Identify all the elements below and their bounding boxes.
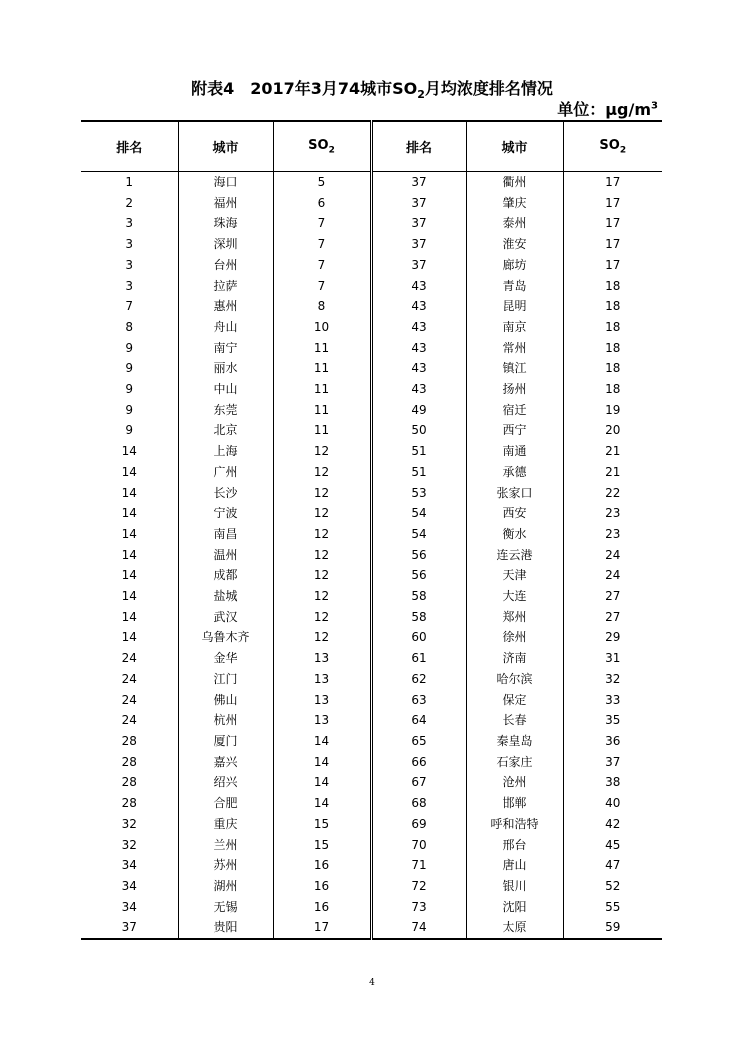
cell-so2-right: 29	[605, 630, 621, 645]
table-row	[81, 317, 662, 338]
cell-rank-left: 14	[81, 545, 178, 566]
cell-rank-right: 43	[371, 276, 466, 297]
cell-so2-left: 13	[273, 648, 371, 669]
table-row	[81, 876, 662, 897]
cell-city-right: 长春	[466, 710, 563, 731]
header-so2-main: SO	[599, 137, 620, 153]
cell-so2-right: 33	[605, 692, 621, 707]
cell-rank-left: 14	[81, 565, 178, 586]
cell-so2-right: 18	[605, 361, 621, 376]
cell-so2-right: 40	[605, 796, 621, 811]
cell-rank-left: 9	[81, 379, 178, 400]
cell-city-left: 南昌	[178, 524, 273, 545]
cell-so2-right: 22	[605, 485, 621, 500]
cell-city-right: 秦皇岛	[466, 731, 563, 752]
cell-rank-right: 69	[371, 814, 466, 835]
cell-city-right: 银川	[466, 876, 563, 897]
cell-city-left: 深圳	[178, 234, 273, 255]
cell-so2-right: 35	[605, 713, 621, 728]
cell-so2-left: 13	[273, 710, 371, 731]
cell-city-left: 珠海	[178, 213, 273, 234]
cell-so2-left: 10	[273, 317, 371, 338]
cell-rank-right: 62	[371, 669, 466, 690]
cell-city-left: 苏州	[178, 855, 273, 876]
cell-city-right: 衢州	[466, 172, 563, 193]
cell-so2-left: 12	[273, 586, 371, 607]
cell-rank-right: 43	[371, 338, 466, 359]
cell-city-right: 常州	[466, 338, 563, 359]
cell-city-left: 江门	[178, 669, 273, 690]
cell-rank-right: 37	[371, 213, 466, 234]
cell-rank-right: 51	[371, 441, 466, 462]
cell-so2-left: 12	[273, 627, 371, 648]
cell-rank-left: 32	[81, 814, 178, 835]
cell-so2-right: 27	[605, 609, 621, 624]
cell-rank-right: 58	[371, 607, 466, 628]
cell-so2-left: 11	[273, 379, 371, 400]
header-so2-sub: 2	[619, 145, 627, 156]
cell-so2-right: 24	[605, 568, 621, 583]
cell-so2-left: 15	[273, 835, 371, 856]
cell-rank-left: 14	[81, 503, 178, 524]
table-row	[81, 441, 662, 462]
cell-city-right: 衡水	[466, 524, 563, 545]
cell-so2-left: 12	[273, 503, 371, 524]
cell-so2-left: 11	[273, 420, 371, 441]
cell-rank-left: 28	[81, 772, 178, 793]
cell-city-right: 哈尔滨	[466, 669, 563, 690]
cell-so2-left: 17	[273, 917, 371, 939]
cell-rank-left: 14	[81, 627, 178, 648]
table-row	[81, 897, 662, 918]
cell-city-left: 北京	[178, 420, 273, 441]
cell-so2-right: 38	[605, 775, 621, 790]
cell-so2-left: 13	[273, 669, 371, 690]
cell-city-right: 徐州	[466, 627, 563, 648]
header-rank-right: 排名	[371, 121, 466, 172]
cell-so2-right: 55	[605, 899, 621, 914]
table-row	[81, 193, 662, 214]
cell-rank-right: 60	[371, 627, 466, 648]
cell-rank-right: 67	[371, 772, 466, 793]
cell-city-left: 惠州	[178, 296, 273, 317]
ranking-table	[81, 120, 662, 940]
cell-rank-right: 53	[371, 483, 466, 504]
cell-city-right: 石家庄	[466, 752, 563, 773]
cell-so2-right: 21	[605, 464, 621, 479]
cell-city-right: 淮安	[466, 234, 563, 255]
table-row	[81, 524, 662, 545]
cell-rank-left: 34	[81, 855, 178, 876]
cell-so2-left: 11	[273, 400, 371, 421]
table-row	[81, 731, 662, 752]
table-row	[81, 565, 662, 586]
cell-rank-left: 24	[81, 669, 178, 690]
table-row	[81, 503, 662, 524]
cell-rank-right: 37	[371, 193, 466, 214]
cell-city-left: 杭州	[178, 710, 273, 731]
cell-city-left: 广州	[178, 462, 273, 483]
cell-so2-left: 14	[273, 772, 371, 793]
unit-text: 单位：μg/m	[557, 100, 652, 119]
cell-rank-left: 9	[81, 420, 178, 441]
title-suffix: 月均浓度排名情况	[424, 79, 553, 98]
cell-so2-left: 14	[273, 752, 371, 773]
table-header-row	[81, 121, 662, 172]
title-prefix: 附表4 2017年3月74城市SO	[191, 79, 418, 98]
cell-city-left: 金华	[178, 648, 273, 669]
cell-so2-left: 7	[273, 276, 371, 297]
table-row	[81, 690, 662, 711]
header-rank-left: 排名	[81, 121, 178, 172]
cell-rank-left: 2	[81, 193, 178, 214]
cell-so2-right: 18	[605, 278, 621, 293]
cell-city-left: 上海	[178, 441, 273, 462]
cell-city-right: 镇江	[466, 358, 563, 379]
table-row	[81, 669, 662, 690]
cell-city-left: 兰州	[178, 835, 273, 856]
cell-so2-left: 12	[273, 462, 371, 483]
cell-so2-left: 8	[273, 296, 371, 317]
cell-rank-right: 74	[371, 917, 466, 939]
cell-city-right: 张家口	[466, 483, 563, 504]
cell-rank-right: 73	[371, 897, 466, 918]
table-row	[81, 234, 662, 255]
cell-city-left: 舟山	[178, 317, 273, 338]
table-row	[81, 855, 662, 876]
cell-so2-right: 45	[605, 837, 621, 852]
page-number: 4	[369, 978, 375, 988]
header-city-right: 城市	[466, 121, 563, 172]
cell-rank-left: 14	[81, 462, 178, 483]
cell-city-right: 呼和浩特	[466, 814, 563, 835]
cell-so2-right: 32	[605, 671, 621, 686]
cell-rank-right: 65	[371, 731, 466, 752]
cell-rank-left: 24	[81, 648, 178, 669]
header-so2-right	[563, 121, 662, 172]
cell-rank-left: 9	[81, 338, 178, 359]
cell-rank-left: 8	[81, 317, 178, 338]
table-row	[81, 607, 662, 628]
cell-so2-right: 17	[605, 257, 621, 272]
cell-so2-right: 37	[605, 754, 621, 769]
cell-city-left: 福州	[178, 193, 273, 214]
cell-so2-left: 13	[273, 690, 371, 711]
cell-so2-left: 12	[273, 545, 371, 566]
cell-so2-right: 24	[605, 547, 621, 562]
cell-city-left: 海口	[178, 172, 273, 193]
cell-city-left: 武汉	[178, 607, 273, 628]
cell-rank-right: 51	[371, 462, 466, 483]
cell-rank-left: 32	[81, 835, 178, 856]
unit-superscript: 3	[651, 100, 658, 112]
cell-so2-right: 17	[605, 216, 621, 231]
table-row	[81, 420, 662, 441]
cell-rank-right: 70	[371, 835, 466, 856]
cell-rank-left: 28	[81, 731, 178, 752]
cell-so2-right: 19	[605, 402, 621, 417]
header-so2-sub: 2	[328, 145, 335, 156]
cell-city-right: 西宁	[466, 420, 563, 441]
table-row	[81, 814, 662, 835]
cell-so2-left: 14	[273, 793, 371, 814]
cell-so2-right: 18	[605, 319, 621, 334]
cell-city-right: 肇庆	[466, 193, 563, 214]
table-row	[81, 338, 662, 359]
table-row	[81, 172, 662, 193]
cell-city-right: 大连	[466, 586, 563, 607]
table-row	[81, 358, 662, 379]
cell-city-left: 无锡	[178, 897, 273, 918]
cell-city-right: 邯郸	[466, 793, 563, 814]
cell-so2-left: 14	[273, 731, 371, 752]
table-row	[81, 917, 662, 939]
cell-rank-right: 58	[371, 586, 466, 607]
cell-rank-right: 37	[371, 234, 466, 255]
table-row	[81, 752, 662, 773]
table-row	[81, 213, 662, 234]
cell-so2-left: 12	[273, 483, 371, 504]
cell-city-right: 邢台	[466, 835, 563, 856]
cell-so2-right: 59	[605, 920, 621, 935]
cell-rank-right: 61	[371, 648, 466, 669]
cell-rank-left: 14	[81, 483, 178, 504]
cell-rank-right: 43	[371, 379, 466, 400]
cell-so2-left: 12	[273, 565, 371, 586]
cell-rank-left: 3	[81, 276, 178, 297]
table-row	[81, 483, 662, 504]
cell-so2-right: 52	[605, 878, 621, 893]
header-so2-main: SO	[308, 137, 329, 153]
cell-rank-left: 14	[81, 586, 178, 607]
cell-rank-right: 43	[371, 296, 466, 317]
table-row	[81, 255, 662, 276]
table-row	[81, 793, 662, 814]
cell-city-left: 湖州	[178, 876, 273, 897]
cell-so2-right: 47	[605, 858, 621, 873]
cell-city-right: 宿迁	[466, 400, 563, 421]
cell-so2-right: 20	[605, 423, 621, 438]
cell-city-left: 合肥	[178, 793, 273, 814]
cell-city-left: 宁波	[178, 503, 273, 524]
table-row	[81, 772, 662, 793]
cell-rank-left: 3	[81, 255, 178, 276]
table-row	[81, 276, 662, 297]
cell-city-left: 台州	[178, 255, 273, 276]
cell-city-right: 沈阳	[466, 897, 563, 918]
cell-so2-right: 17	[605, 195, 621, 210]
cell-so2-left: 16	[273, 876, 371, 897]
cell-rank-right: 63	[371, 690, 466, 711]
cell-city-right: 天津	[466, 565, 563, 586]
cell-so2-left: 7	[273, 234, 371, 255]
cell-so2-right: 17	[605, 237, 621, 252]
cell-rank-left: 28	[81, 793, 178, 814]
cell-rank-left: 24	[81, 710, 178, 731]
table-row	[81, 296, 662, 317]
cell-rank-right: 43	[371, 358, 466, 379]
table-row	[81, 379, 662, 400]
cell-city-left: 拉萨	[178, 276, 273, 297]
cell-city-left: 重庆	[178, 814, 273, 835]
cell-city-left: 丽水	[178, 358, 273, 379]
cell-city-left: 盐城	[178, 586, 273, 607]
table-row	[81, 710, 662, 731]
cell-rank-right: 64	[371, 710, 466, 731]
cell-rank-right: 56	[371, 545, 466, 566]
cell-rank-right: 49	[371, 400, 466, 421]
cell-city-left: 中山	[178, 379, 273, 400]
cell-rank-left: 14	[81, 607, 178, 628]
cell-city-right: 连云港	[466, 545, 563, 566]
cell-so2-left: 11	[273, 338, 371, 359]
cell-city-left: 长沙	[178, 483, 273, 504]
header-so2-left	[273, 121, 371, 172]
cell-rank-left: 14	[81, 524, 178, 545]
cell-rank-left: 7	[81, 296, 178, 317]
cell-rank-right: 50	[371, 420, 466, 441]
cell-rank-right: 43	[371, 317, 466, 338]
unit-label	[557, 97, 658, 120]
cell-city-left: 绍兴	[178, 772, 273, 793]
cell-so2-right: 36	[605, 733, 621, 748]
cell-city-left: 南宁	[178, 338, 273, 359]
cell-so2-left: 15	[273, 814, 371, 835]
cell-so2-right: 18	[605, 299, 621, 314]
cell-so2-right: 23	[605, 526, 621, 541]
cell-rank-left: 37	[81, 917, 178, 939]
cell-city-right: 青岛	[466, 276, 563, 297]
cell-so2-left: 12	[273, 607, 371, 628]
cell-rank-right: 54	[371, 524, 466, 545]
cell-city-left: 厦门	[178, 731, 273, 752]
cell-city-right: 保定	[466, 690, 563, 711]
cell-so2-left: 16	[273, 897, 371, 918]
cell-city-right: 济南	[466, 648, 563, 669]
cell-city-left: 嘉兴	[178, 752, 273, 773]
cell-so2-left: 7	[273, 255, 371, 276]
cell-rank-left: 24	[81, 690, 178, 711]
cell-rank-left: 9	[81, 400, 178, 421]
cell-rank-left: 1	[81, 172, 178, 193]
cell-rank-left: 3	[81, 213, 178, 234]
cell-so2-right: 42	[605, 816, 621, 831]
cell-rank-right: 71	[371, 855, 466, 876]
table-row	[81, 545, 662, 566]
cell-city-right: 昆明	[466, 296, 563, 317]
header-city-left: 城市	[178, 121, 273, 172]
cell-rank-right: 54	[371, 503, 466, 524]
cell-rank-left: 14	[81, 441, 178, 462]
cell-so2-right: 21	[605, 444, 621, 459]
cell-rank-left: 34	[81, 876, 178, 897]
cell-so2-right: 18	[605, 340, 621, 355]
cell-so2-left: 6	[273, 193, 371, 214]
cell-city-right: 廊坊	[466, 255, 563, 276]
title-subscript: 2	[417, 88, 425, 102]
cell-so2-left: 5	[273, 172, 371, 193]
cell-rank-right: 72	[371, 876, 466, 897]
cell-city-right: 西安	[466, 503, 563, 524]
cell-city-right: 唐山	[466, 855, 563, 876]
table-row	[81, 648, 662, 669]
cell-rank-right: 66	[371, 752, 466, 773]
cell-city-right: 太原	[466, 917, 563, 939]
table-row	[81, 835, 662, 856]
cell-city-left: 温州	[178, 545, 273, 566]
cell-so2-right: 31	[605, 651, 621, 666]
cell-rank-left: 9	[81, 358, 178, 379]
cell-rank-left: 28	[81, 752, 178, 773]
cell-so2-left: 16	[273, 855, 371, 876]
cell-city-left: 佛山	[178, 690, 273, 711]
cell-so2-left: 11	[273, 358, 371, 379]
cell-rank-left: 34	[81, 897, 178, 918]
table-row	[81, 586, 662, 607]
cell-city-right: 扬州	[466, 379, 563, 400]
cell-so2-left: 12	[273, 441, 371, 462]
cell-city-right: 南京	[466, 317, 563, 338]
cell-rank-right: 68	[371, 793, 466, 814]
cell-city-right: 郑州	[466, 607, 563, 628]
table-body	[81, 172, 662, 940]
cell-so2-left: 7	[273, 213, 371, 234]
table-row	[81, 462, 662, 483]
cell-so2-right: 18	[605, 382, 621, 397]
table-row	[81, 400, 662, 421]
cell-rank-right: 37	[371, 172, 466, 193]
cell-so2-right: 23	[605, 506, 621, 521]
table-row	[81, 627, 662, 648]
cell-rank-left: 3	[81, 234, 178, 255]
cell-city-left: 成都	[178, 565, 273, 586]
cell-city-right: 承德	[466, 462, 563, 483]
cell-rank-right: 37	[371, 255, 466, 276]
cell-so2-right: 27	[605, 589, 621, 604]
cell-city-right: 南通	[466, 441, 563, 462]
cell-city-left: 东莞	[178, 400, 273, 421]
cell-city-left: 乌鲁木齐	[178, 627, 273, 648]
cell-city-right: 沧州	[466, 772, 563, 793]
cell-rank-right: 56	[371, 565, 466, 586]
cell-so2-left: 12	[273, 524, 371, 545]
cell-so2-right: 17	[605, 175, 621, 189]
cell-city-right: 泰州	[466, 213, 563, 234]
cell-city-left: 贵阳	[178, 917, 273, 939]
